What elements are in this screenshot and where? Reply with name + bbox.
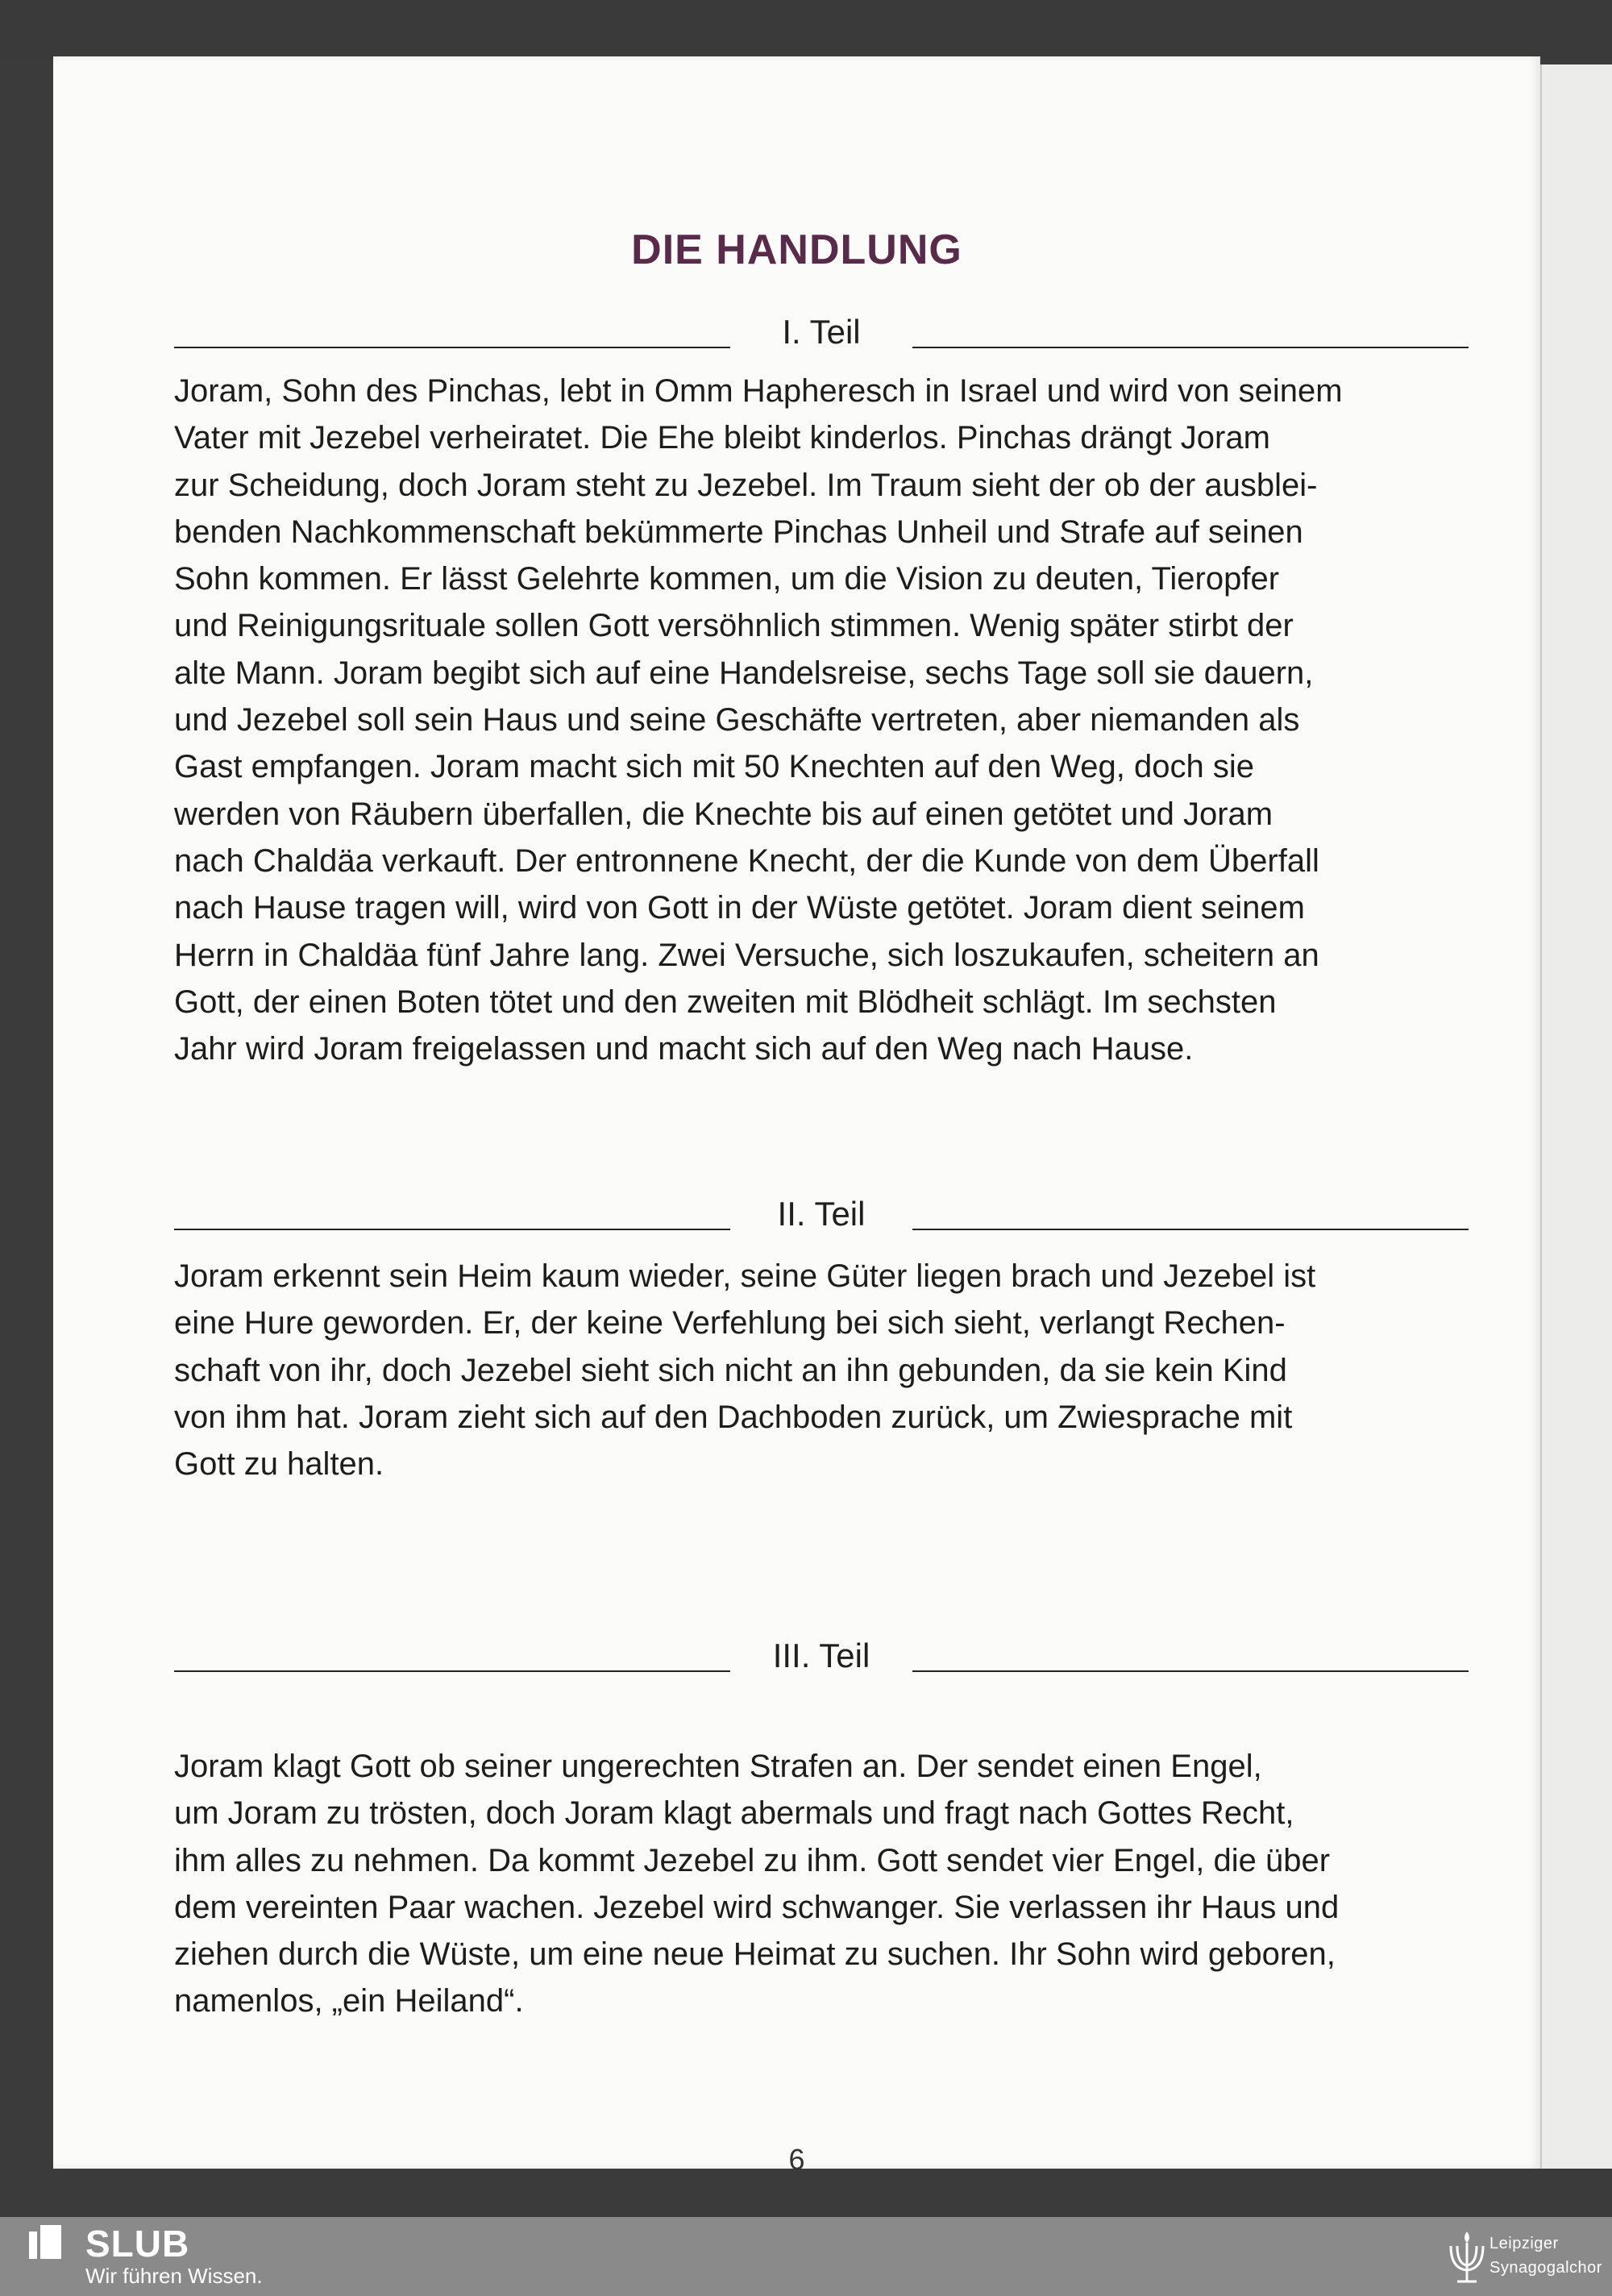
- text-line: und Jezebel soll sein Haus und seine Geschäfte vertreten, aber niemanden als: [174, 702, 1300, 738]
- text-line: Vater mit Jezebel verheiratet. Die Ehe bleibt kinderlos. Pinchas drängt Joram: [174, 420, 1270, 456]
- heading-rule-right: [912, 347, 1469, 348]
- section-title: II. Teil: [777, 1195, 866, 1233]
- section-title: I. Teil: [782, 313, 861, 351]
- text-line: Gott, der einen Boten tötet und den zweiten mit Blödheit schlägt. Im sechsten: [174, 984, 1277, 1020]
- heading-rule-right: [912, 1670, 1469, 1672]
- section-paragraph-3: [174, 1743, 1469, 2025]
- text-line: Joram, Sohn des Pinchas, lebt in Omm Hapheresch in Israel und wird von seinem: [174, 373, 1343, 409]
- library-claim: Wir führen Wissen.: [85, 2264, 263, 2288]
- section-title: III. Teil: [772, 1637, 870, 1674]
- text-line: benden Nachkommenschaft bekümmerte Pinchas Unheil und Strafe auf seinen: [174, 514, 1303, 550]
- menorah-icon: [1443, 2228, 1491, 2288]
- next-page-edge: [1540, 64, 1612, 2169]
- page-number: 6: [788, 2143, 805, 2176]
- text-line: ihm alles zu nehmen. Da kommt Jezebel zu ihm. Gott sendet vier Engel, die über: [174, 1842, 1331, 1878]
- text-line: Gast empfangen. Joram macht sich mit 50 Knechten auf den Weg, doch sie: [174, 749, 1254, 785]
- page-title: DIE HANDLUNG: [631, 227, 962, 273]
- text-line: und Reinigungsrituale sollen Gott versöhnlich stimmen. Wenig später stirbt der: [174, 608, 1294, 644]
- section-heading-2: [174, 1195, 1469, 1243]
- text-line: Gott zu halten.: [174, 1446, 384, 1483]
- text-line: alte Mann. Joram begibt sich auf eine Handelsreise, sechs Tage soll sie dauern,: [174, 655, 1314, 691]
- text-line: Herrn in Chaldäa fünf Jahre lang. Zwei Versuche, sich loszukaufen, scheitern an: [174, 937, 1319, 973]
- text-line: ziehen durch die Wüste, um eine neue Heimat zu suchen. Ihr Sohn wird geboren,: [174, 1936, 1336, 1973]
- section-paragraph-1: [174, 368, 1469, 1072]
- viewer-footer: [0, 2217, 1612, 2296]
- text-line: dem vereinten Paar wachen. Jezebel wird schwanger. Sie verlassen ihr Haus und: [174, 1889, 1340, 1925]
- text-line: um Joram zu trösten, doch Joram klagt abermals und fragt nach Gottes Recht,: [174, 1795, 1294, 1832]
- heading-rule-right: [912, 1229, 1469, 1230]
- text-line: nach Chaldäa verkauft. Der entronnene Knecht, der die Kunde von dem Überfall: [174, 842, 1319, 879]
- text-line: nach Hause tragen will, wird von Gott in der Wüste getötet. Joram dient seinem: [174, 890, 1305, 926]
- text-line: zur Scheidung, doch Joram steht zu Jezebel. Im Traum sieht der ob der ausblei-: [174, 467, 1318, 503]
- choir-name-line2: Synagogalchor: [1489, 2259, 1602, 2277]
- text-line: Joram klagt Gott ob seiner ungerechten Strafen an. Der sendet einen Engel,: [174, 1749, 1262, 1784]
- text-line: eine Hure geworden. Er, der keine Verfehlung bei sich sieht, verlangt Rechen-: [174, 1305, 1286, 1341]
- choir-name-line1: Leipziger: [1489, 2235, 1559, 2252]
- text-line: Joram erkennt sein Heim kaum wieder, seine Güter liegen brach und Jezebel ist: [174, 1258, 1316, 1294]
- section-heading-1: [174, 313, 1469, 361]
- document-page: [53, 56, 1540, 2176]
- library-name[interactable]: SLUB: [85, 2223, 190, 2265]
- text-line: Sohn kommen. Er lässt Gelehrte kommen, um die Vision zu deuten, Tieropfer: [174, 561, 1280, 597]
- section-paragraph-2: [174, 1253, 1469, 1487]
- text-line: namenlos, „ein Heiland“.: [174, 1983, 524, 2019]
- slub-logo-icon[interactable]: [29, 2225, 61, 2259]
- scan-background: [0, 0, 1612, 60]
- text-line: schaft von ihr, doch Jezebel sieht sich nicht an ihn gebunden, da sie kein Kind: [174, 1352, 1287, 1388]
- text-line: werden von Räubern überfallen, die Knechte bis auf einen getötet und Joram: [174, 796, 1273, 832]
- text-line: Jahr wird Joram freigelassen und macht sich auf den Weg nach Hause.: [174, 1031, 1194, 1067]
- text-line: von ihm hat. Joram zieht sich auf den Dachboden zurück, um Zwiesprache mit: [174, 1399, 1293, 1435]
- section-heading-3: [174, 1637, 1469, 1685]
